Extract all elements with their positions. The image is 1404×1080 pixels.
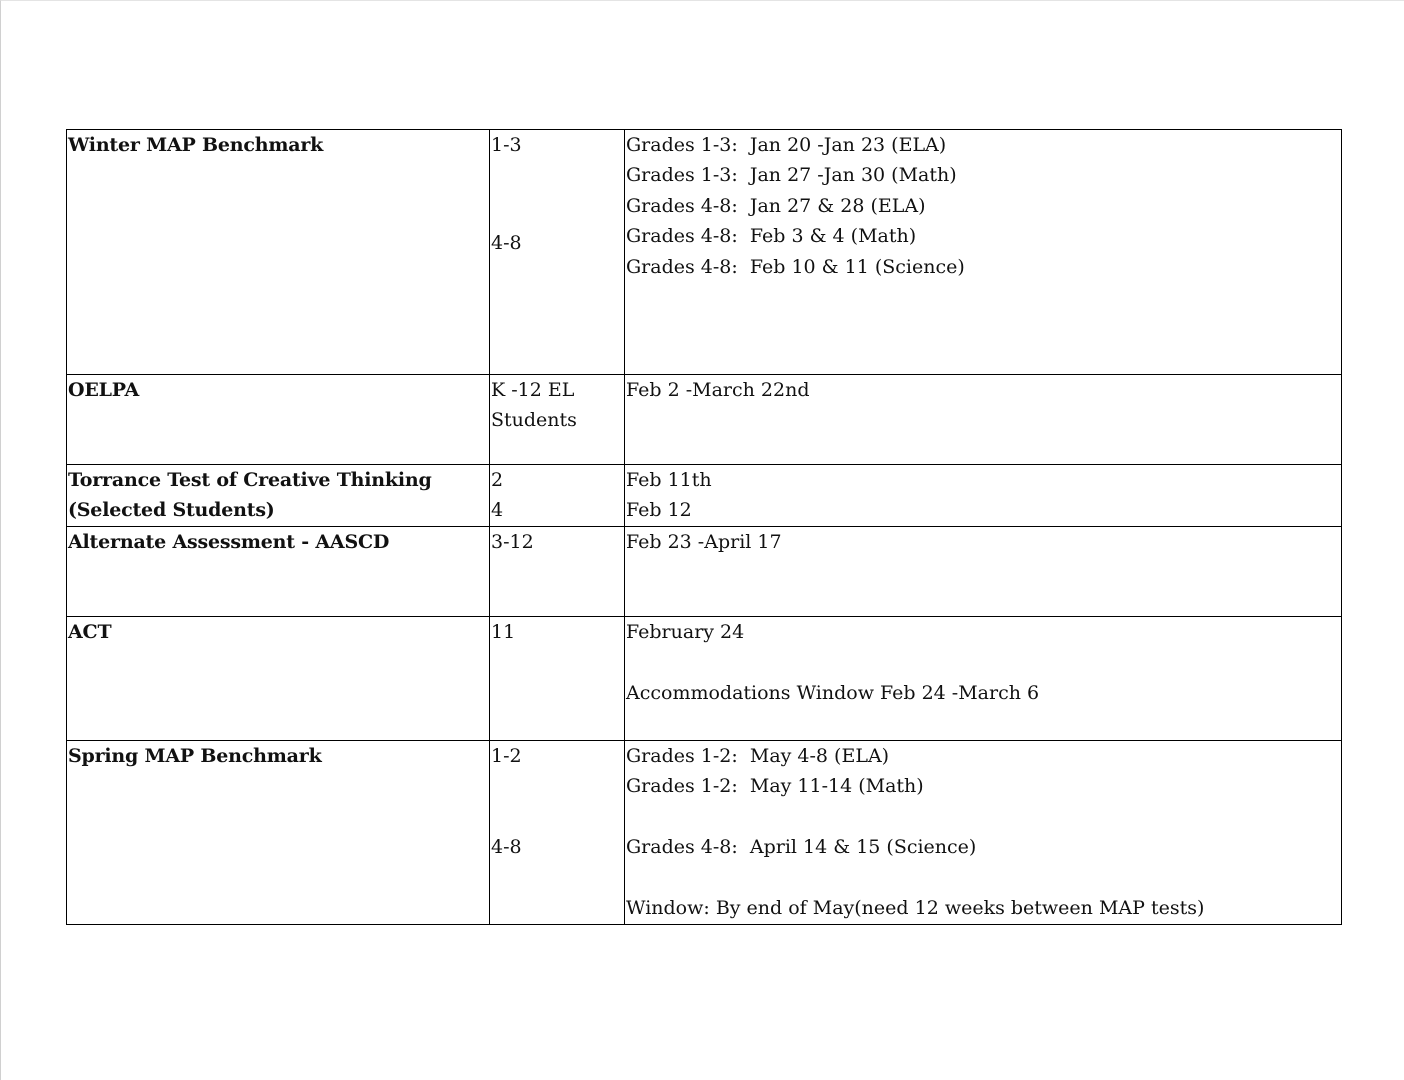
- grade-range: 11: [491, 621, 516, 643]
- blank-line: [491, 802, 624, 832]
- date-line: Grades 4-8: Feb 3 & 4 (Math): [626, 225, 917, 248]
- dates-cell: [625, 741, 1342, 925]
- test-name-cell: [67, 465, 490, 527]
- blank-line: [626, 863, 1341, 893]
- grade-range: Students: [491, 409, 577, 432]
- blank-line: [491, 771, 624, 801]
- test-name: OELPA: [68, 379, 140, 401]
- grade-range: 1-2: [491, 745, 522, 767]
- date-line: Feb 11th: [626, 469, 712, 491]
- date-line: Grades 1-3: Jan 20 -Jan 23 (ELA): [626, 134, 947, 156]
- table-row: [67, 617, 1342, 741]
- test-name: Winter MAP Benchmark: [68, 134, 324, 156]
- date-line: Grades 1-2: May 4-8 (ELA): [626, 745, 890, 767]
- grades-cell: [490, 741, 625, 925]
- grades-cell: [490, 617, 625, 741]
- grades-cell: [490, 527, 625, 617]
- grades-cell: [490, 375, 625, 465]
- test-name: Torrance Test of Creative Thinking: [68, 469, 432, 491]
- date-line: Grades 4-8: April 14 & 15 (Science): [626, 836, 977, 859]
- grade-range: 4: [491, 499, 504, 522]
- table-row: [67, 741, 1342, 925]
- grade-range: 4-8: [491, 232, 522, 255]
- grade-range: 1-3: [491, 134, 522, 156]
- blank-line: [626, 647, 1341, 677]
- grades-cell: [490, 130, 625, 375]
- date-line: Grades 1-2: May 11-14 (Math): [626, 775, 924, 798]
- testing-schedule-table: [66, 129, 1342, 925]
- date-line: Accommodations Window Feb 24 -March 6: [626, 681, 1040, 704]
- test-name-qualifier: (Selected Students): [68, 499, 275, 522]
- test-name-cell: [67, 617, 490, 741]
- dates-cell: [625, 617, 1342, 741]
- dates-cell: [625, 375, 1342, 465]
- date-line: Grades 1-3: Jan 27 -Jan 30 (Math): [626, 164, 957, 187]
- dates-cell: [625, 130, 1342, 375]
- table-row: [67, 130, 1342, 375]
- test-name-cell: [67, 375, 490, 465]
- date-line: Feb 12: [626, 499, 692, 522]
- date-line: Feb 23 -April 17: [626, 531, 782, 553]
- date-line: February 24: [626, 621, 745, 643]
- blank-line: [626, 802, 1341, 832]
- table-row: [67, 375, 1342, 465]
- grade-range: 2: [491, 469, 504, 491]
- date-line: Grades 4-8: Feb 10 & 11 (Science): [626, 255, 965, 278]
- date-line: Grades 4-8: Jan 27 & 28 (ELA): [626, 194, 926, 217]
- table-row: [67, 465, 1342, 527]
- test-name-cell: [67, 741, 490, 925]
- test-name-cell: [67, 527, 490, 617]
- grades-cell: [490, 465, 625, 527]
- cell-spacer: [491, 160, 624, 228]
- test-name: Alternate Assessment - AASCD: [68, 531, 390, 553]
- test-name: ACT: [68, 621, 112, 643]
- dates-cell: [625, 527, 1342, 617]
- date-line: Window: By end of May(need 12 weeks between MAP tests): [626, 897, 1205, 919]
- grade-range: 3-12: [491, 531, 534, 553]
- date-line: Feb 2 -March 22nd: [626, 379, 810, 401]
- dates-cell: [625, 465, 1342, 527]
- test-name: Spring MAP Benchmark: [68, 745, 322, 767]
- table-row: [67, 527, 1342, 617]
- grade-range: 4-8: [491, 836, 522, 859]
- grade-range: K -12 EL: [491, 379, 575, 401]
- test-name-cell: [67, 130, 490, 375]
